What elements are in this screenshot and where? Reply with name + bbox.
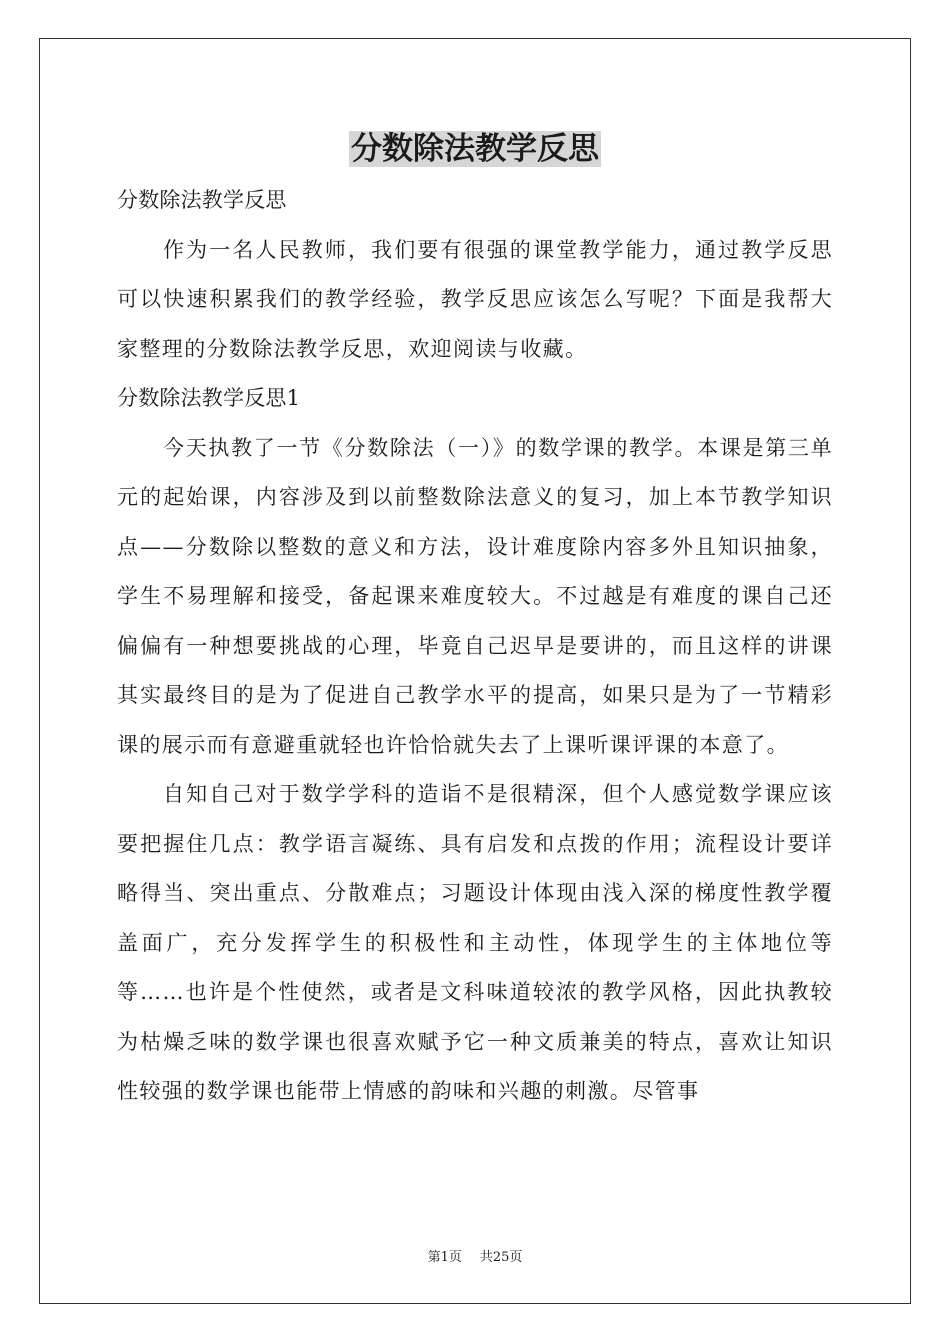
page-footer bbox=[0, 1246, 950, 1265]
document-title-text: 分数除法教学反思 bbox=[351, 131, 599, 167]
document-body bbox=[117, 176, 833, 1117]
section-heading: 分数除法教学反思1 bbox=[117, 386, 301, 410]
body-paragraph-2: 自知自己对于数学学科的造诣不是很精深，但个人感觉数学课应该要把握住几点：教学语言凝练、具有启发和点拨的作用；流程设计要详略得当、突出重点、分散难点；习题设计体现由浅入深的梯度性教学覆盖面广，充分发挥学生的积极性和主动性，体现学生的主体地位等等……也许是个性使然，或者是文科味道较浓的教学风格，因此执教较为枯燥乏味的数学课也很喜欢赋予它一种文质兼美的特点，喜欢让知识性较强的数学课也能带上情感的韵味和兴趣的刺激。尽管事 bbox=[117, 782, 833, 1103]
intro-paragraph: 作为一名人民教师，我们要有很强的课堂教学能力，通过教学反思可以快速积累我们的教学经验，教学反思应该怎么写呢？下面是我帮大家整理的分数除法教学反思，欢迎阅读与收藏。 bbox=[117, 237, 833, 361]
document-title bbox=[0, 126, 950, 172]
body-paragraph-1: 今天执教了一节《分数除法（一）》的数学课的教学。本课是第三单元的起始课，内容涉及到以前整数除法意义的复习，加上本节教学知识点——分数除以整数的意义和方法，设计难度除内容多外且知识抽象，学生不易理解和接受，备起课来难度较大。不过越是有难度的课自己还偏偏有一种想要挑战的心理，毕竟自己迟早是要讲的，而且这样的讲课其实最终目的是为了促进自己教学水平的提高，如果只是为了一节精彩课的展示而有意避重就轻也许恰恰就失去了上课听课评课的本意了。 bbox=[117, 435, 833, 757]
page-number: 第1页 bbox=[427, 1250, 462, 1265]
page-total: 共25页 bbox=[479, 1250, 523, 1265]
document-subtitle: 分数除法教学反思 bbox=[117, 188, 287, 212]
